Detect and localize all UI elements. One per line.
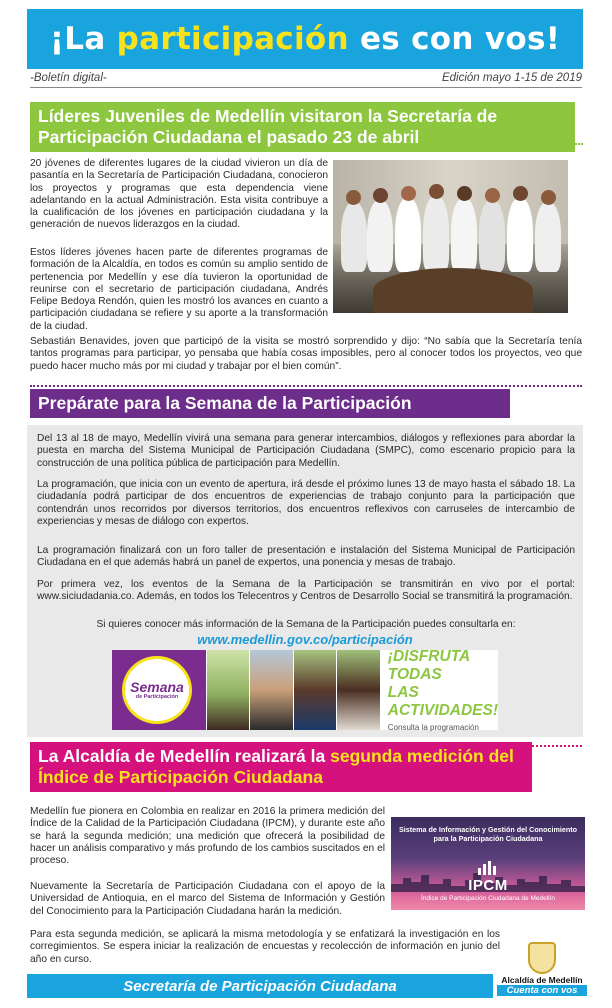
promo-photo-1 xyxy=(207,650,249,730)
section3-paragraph-1: Medellín fue pionera en Colombia en realizar en 2016 la primera medición del Índice de la Calidad de la Participación Ciudadana (IPCM), y durante este año se hará la segunda medición; una medición que ofrecerá la posibilidad de hacer un análisis comparativo y más profundo de los cambios suscitados en el proceso. xyxy=(30,806,385,867)
youth-leaders-photo xyxy=(333,160,568,313)
footer-secretaria-bar: Secretaría de Participación Ciudadana xyxy=(27,974,493,998)
section3-paragraph-3: Para esta segunda medición, se aplicará la misma metodología y se enfatizará la investigación en los corregimientos. Se espera iniciar la realización de encuestas y recolección de información en junio del año en curso. xyxy=(30,929,500,965)
section2-paragraph-3: La programación finalizará con un foro taller de presentación e instalación del Sistema Municipal de Participación Ciudadana en el que además habrá un panel de expertos, una ponencia y mesas de trabajo. xyxy=(37,545,575,569)
more-info-text: Si quieres conocer más información de la Semana de la Participación puedes consultarla en: xyxy=(96,619,516,630)
edition-meta xyxy=(30,72,582,84)
title-prefix: ¡La xyxy=(49,21,117,57)
section3-dots xyxy=(532,745,582,747)
section1-paragraph-1: 20 jóvenes de diferentes lugares de la ciudad vivieron un día de pasantía en la Secretaría de Participación Ciudadana, conocieron los proyectos y programas que esta dependencia viene adelantando en la actual Administración. Esta visita contribuye a la cualificación de los jóvenes en participación ciudadana y la generación de nuevos liderazgos en la ciudad. xyxy=(30,158,328,231)
ipcm-label: IPCM xyxy=(468,877,508,894)
bar-chart-icon xyxy=(477,859,499,875)
section2-title: Prepárate para la Semana de la Participación xyxy=(30,389,510,418)
title-highlight: participación xyxy=(116,21,349,57)
section1-paragraph-2: Estos líderes jóvenes hacen parte de diferentes programas de formación de la Alcaldía, en todos es común su amplio sentido de pertenencia por Medellín y ese día tuvieron la oportunidad de reunirse con el secretario de participación ciudadana, Andrés Felipe Bedoya Rendón, quien les mostró los avances en cuanto a participación ciudadana se refiere y su aporte a la transformación de la ciudad. xyxy=(30,247,328,332)
section2-dots xyxy=(30,385,582,387)
logo-name: Alcaldía de Medellín xyxy=(501,975,583,985)
badge-subtitle: de Participación xyxy=(135,694,179,700)
edition-date: Edición mayo 1-15 de 2019 xyxy=(441,72,582,84)
bulletin-label: -Boletín digital- xyxy=(30,72,107,84)
section1-dots xyxy=(575,143,583,145)
ipcm-image-title: Sistema de Información y Gestión del Conocimiento para la Participación Ciudadana xyxy=(398,825,578,843)
title-suffix: es con vos! xyxy=(348,21,561,57)
section2-paragraph-4: Por primera vez, los eventos de la Semana de la Participación se transmitirán en vivo por el portal: www.siciudadania.co. Además, en todos los Telecentros y Centros de Desarrollo Social se transmitirá la programación. xyxy=(37,579,575,603)
week-promo-banner xyxy=(112,650,498,730)
ipcm-image xyxy=(391,817,585,910)
section2-paragraph-2: La programación, que inicia con un evento de apertura, irá desde el próximo lunes 13 de mayo hasta el sábado 18. La ciudadanía podrá participar de dos encuentros de experiencias de trabajo conjunto para la participación que contendrán unos recorridos por diversos territorios, dos encuentros reflexivos con carruseles de intercambio de experiencias y mesas de diálogo con expertos. xyxy=(37,479,575,527)
week-badge xyxy=(122,656,192,724)
badge-title: Semana xyxy=(130,679,184,695)
section1-title: Líderes Juveniles de Medellín visitaron la Secretaría de Participación Ciudadana el pasado 23 de abril xyxy=(30,102,575,152)
section3-title-prefix: La Alcaldía de Medellín realizará la xyxy=(38,746,331,766)
header-banner xyxy=(27,9,583,69)
newsletter-title xyxy=(50,21,560,57)
section3-title-highlight: segunda medición del Índice de Participación Ciudadana xyxy=(38,746,514,787)
promo-cta-line2: LAS ACTIVIDADES! xyxy=(387,684,499,719)
logo-tagline: Cuenta con vos xyxy=(497,985,587,996)
promo-photo-3 xyxy=(294,650,336,730)
section3-paragraph-2: Nuevamente la Secretaría de Participación Ciudadana con el apoyo de la Universidad de Antioquia, en el marco del Sistema de Información y Gestión del Conocimiento para la Participación Ciudadana harán la medición. xyxy=(30,881,385,917)
coat-of-arms-icon xyxy=(528,942,556,974)
divider xyxy=(30,87,582,88)
section1-paragraph-3: Sebastián Benavides, joven que participó de la visita se mostró sorprendido y dijo: “No sabía que la Secretaría tenía tantos programas para participar, yo pensaba que había cosas imposibles, pero al conocer todos los proyectos, veo que puedo hacer mucho más por mi ciudad y trabajar por el bien común”. xyxy=(30,336,582,372)
promo-cta-line1: ¡DISFRUTA TODAS xyxy=(387,648,470,683)
promo-cta-sub: Consulta la programación xyxy=(387,723,479,732)
promo-badge-panel xyxy=(112,650,206,730)
promo-photo-2 xyxy=(250,650,292,730)
ipcm-subtitle: Índice de Participación Ciudadana de Medellín xyxy=(420,895,556,902)
promo-photo-4 xyxy=(337,650,379,730)
section2-paragraph-1: Del 13 al 18 de mayo, Medellín vivirá una semana para generar intercambios, diálogos y reflexiones para abordar la puesta en marcha del Sistema Municipal de Participación Ciudadana (SMPC), como escenario propicio para la construcción de una política pública de participación para Medellín. xyxy=(37,433,575,469)
promo-cta xyxy=(380,650,498,730)
participation-link[interactable]: www.medellin.gov.co/participación xyxy=(197,632,413,647)
alcaldia-logo xyxy=(497,942,587,1000)
section3-title xyxy=(30,742,532,792)
